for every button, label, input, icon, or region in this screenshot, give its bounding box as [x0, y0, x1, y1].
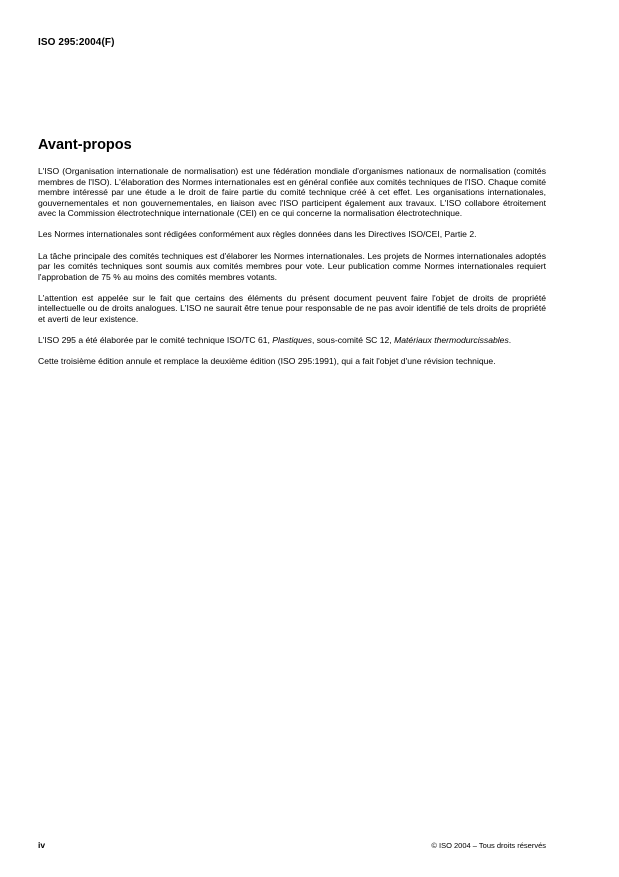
subcommittee-name-thermosets: Matériaux thermodurcissables: [394, 335, 509, 346]
paragraph-directives: Les Normes internationales sont rédigées conformément aux règles données dans les Directives ISO/CEI, Partie 2.: [38, 229, 477, 240]
preparation-text-3: .: [508, 335, 512, 346]
paragraph-patent-rights: L'attention est appelée sur le fait que certains des éléments du présent document peuvent faire l'objet de droits de propriété intellectuelle ou de droits analogues. L'ISO ne saurait être tenue pour responsable de ne pas avoir identifié de tels droits de propriété et averti de leur existence.: [38, 292, 546, 325]
document-code: ISO 295:2004(F): [38, 37, 115, 48]
page-title: Avant-propos: [38, 137, 132, 153]
preparation-text-2: , sous-comité SC 12,: [311, 335, 395, 346]
committee-name-plastics: Plastiques: [272, 335, 312, 346]
paragraph-iso-intro: L'ISO (Organisation internationale de normalisation) est une fédération mondiale d'organismes nationaux de normalisation (comités membres de l'ISO). L'élaboration des Normes internationales est en général confiée aux comités techniques de l'ISO. Chaque comité membre intéressé par une étude a le droit de faire partie du comité technique créé à cet effet. Les organisations internationales, gouvernementales et non gouvernementales, en liaison avec l'ISO participent également aux travaux. L'ISO collabore étroitement avec la Commission électrotechnique internationale (CEI) en ce qui concerne la normalisation électrotechnique.: [38, 166, 546, 219]
copyright-notice: © ISO 2004 – Tous droits réservés: [431, 841, 546, 850]
foreword-body: [38, 166, 546, 377]
paragraph-preparation: [38, 335, 546, 346]
paragraph-edition: Cette troisième édition annule et remplace la deuxième édition (ISO 295:1991), qui a fait l'objet d'une révision technique.: [38, 356, 496, 367]
paragraph-technical-committees: La tâche principale des comités techniques est d'élaborer les Normes internationales. Les projets de Normes internationales adoptés par les comités techniques sont soumis aux comités membres pour vote. Leur publication comme Normes internationales requiert l'approbation de 75 % au moins des comités membres votants.: [38, 250, 546, 282]
preparation-text-1: L'ISO 295 a été élaborée par le comité technique ISO/TC 61,: [38, 335, 273, 346]
page-number: iv: [38, 840, 46, 850]
